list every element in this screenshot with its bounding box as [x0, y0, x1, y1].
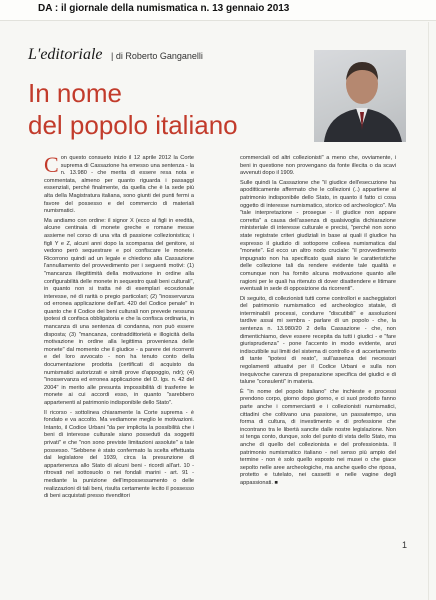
paragraph: Sulle quindi la Cassazione che "il giudice dell'esecuzione ha apoditticamente affermato che le collezioni (..) appartiene al patrimonio indisponibile dello Stato, in quanto il fatto ci cosa oggetto di interesse numismatico, storico od archeologico". Ma "tale interpretazione - prosegue - il giudice non appare corretta" a causa dell'assenza di qualsivoglia dichiarazione ministeriale di interesse culturale e precisi, "perché non sono state registrate criteri giudiziali in base ai quali il giudice ha espresso il giudizio di sottoporre colleea numismatica dal "monete". Ed ecco un altro nodo cruciale: "il provvedimento impugnato non ha specificato quali siano le caratteristiche delle collezione tali da rendere evidente tale qualità e comunque non ha fornito alcuna motivazione quanto alle ragioni per le quali ha ritenuto di dover disattendere e litimare eventuali in sede di opposizione da ricorrenti". — [240, 179, 396, 293]
article-column-left — [44, 155, 194, 560]
section-title: L'editoriale — [28, 46, 103, 63]
author-photo — [314, 50, 406, 142]
paragraph: Ma andiamo con ordine: il signor X (ecco al figli in eredità, alcune centinaia di monete greche e romane messe assieme nel corso di una vita di passione collezionistica; i figli Y e Z, alcuni anni dopo la scomparsa del genitore, si vedono però sequestrare e poi confiscare le monete. Ricorrono quindi ad un legale e chiedono alla Cassazione l'annullamento del provvedimento per i seguenti motivi: (1) "mancanza illegittimità della motivazione in ordine alla configurabilità delle monete in sequestro quali beni culturali", in quanto non si tratta né di esemplari eccezionale interesse, né di rarità o pregio particolari; (2) "inosservanza od erronea applicazione dell'art. 420 del Codice penale" in quanto che il Codice dei beni culturali non prevede nessuna ipotesi di confisca obbligatoria e che la confisca ordinaria, in mancanza di una sentenza di condanna, non può essere disposta; (3) "mancanza, contraddittorietà e illogicità della motivazione in ordine alla legittima provenienza delle monete" dal momento che il giudice - a parere dei ricorrenti e del loro avvocato - non ha tenuto conto della documentazione prodotta (certificati di acquisto da numismatici autorizzati e simili prove d'appoggio, ndr); (4) "inosservanza ed erronea applicazione del D. lgs. n. 42 del 2004" in merito alle presunta impossibilità di trasferire le monete ai cui accordi esso, in quanto "sarebbero appartenenti al patrimonio indisponibile dello Stato". — [44, 217, 194, 406]
article-column-right — [240, 155, 396, 560]
author-portrait-image — [314, 50, 406, 142]
page-number: 1 — [402, 540, 408, 550]
publication-header: DA : il giornale della numismatica n. 13 gennaio 2013 — [38, 3, 290, 14]
paragraph: on questo consueto inizio il 12 aprile 2012 la Corte suprema di Cassazione ha emesso una sentenza - la n. 13.980 - che merita di essere resa nota e commentata, almeno per quanto riguarda i passaggi essenziali, perché finalmente, da quella che è la sede più alta della Magistratura italiana, sono giunti dei punti fermi a favore del possesso e del commercio di materiali numismatici. — [44, 155, 194, 215]
paragraph: commerciali od altri collezionisti" a meno che, ovviamente, i beni in questione non provengano da fonte illecita o da scavi avvenuti dopo il 1909. — [240, 155, 396, 177]
paragraph: Il ricorso - sottolinea chiaramente la Corte suprema - è fondato e va accolto. Ma vediamone meglio le motivazioni. Intanto, il Codice Urbani "da per implicita la possibilità che i beni di interesse culturale siano posseduti da soggetti privati" e che "non sono previste limitazioni assolute" a tale possesso. "Sebbene è stato confermato la scelta effettuata dal legislatore del 1939, circa la presunzione di appartenenza allo Stato di alcuni beni - ricordi all'art. 10 - ritrovati nel sottosuolo o nei fondali marini - art. 91 - mediante la punizione dell'impossessamento o delle realizzazioni di tali beni, risulta certamente lecito il possesso di beni acquistati presso rivenditori — [44, 409, 194, 500]
author-byline: | di Roberto Ganganelli — [110, 51, 203, 61]
page-edge-divider — [428, 22, 429, 600]
paragraph: È "in nome del popolo italiano" che inchieste e processi prendono corpo, giorno dopo giorno, e ci suol prodotto fanno parte anche i commercianti e i collezionisti numismatici, cittadini che coltivano una passione, un passatempo, una forma di cultura, di investimento e di professione che incontrano tra le libertà sancite dalle nostre legislazione. Non si tenga conto, dunque, solo del punto di vista dello Stato, ma anche di quello del collezionista e del professionista. Il patrimonio numismatico italiano - nel senso più ampio del termine - non è solo quello esposto nei musei o che giace sepolto nelle aree archeologiche, ma anche quello che riposa, protetto e tutelato, nei cassetti e nelle vagine degli appassionati. ■ — [240, 388, 396, 486]
clipping-header — [0, 0, 436, 21]
paragraph: Di seguito, di collezionisti tutti come controllori e sacheggiatori del patrimonio numismatico ed archeologico statale, di interminabili processi, condurre "discutibili" e assoluzioni tardive assai mi sembra - parlare di un popolo - che, la sentenza n. 13.980/20 2 della Cassazione - che, non dimentichiamo, deve essere recepita da tutti i giudici - e "fare giurisprudenza" - pone l'accento in modo evidente, anzi indiscutibile sui limiti del sistema di controllo e di accertamento di tante "ipotesi di reato", sull'assenza dei necessari regolamenti attuativi per il Codice Urbani e sulla non inequivoche carenza di preparazione specifica dei giudici e di talune "consulenti" in materia. — [240, 295, 396, 386]
drop-cap: C — [44, 155, 59, 177]
section-heading — [28, 46, 203, 64]
article-title-line-2: del popolo italiano — [28, 110, 238, 140]
article-title-line-1: In nome — [28, 78, 122, 108]
